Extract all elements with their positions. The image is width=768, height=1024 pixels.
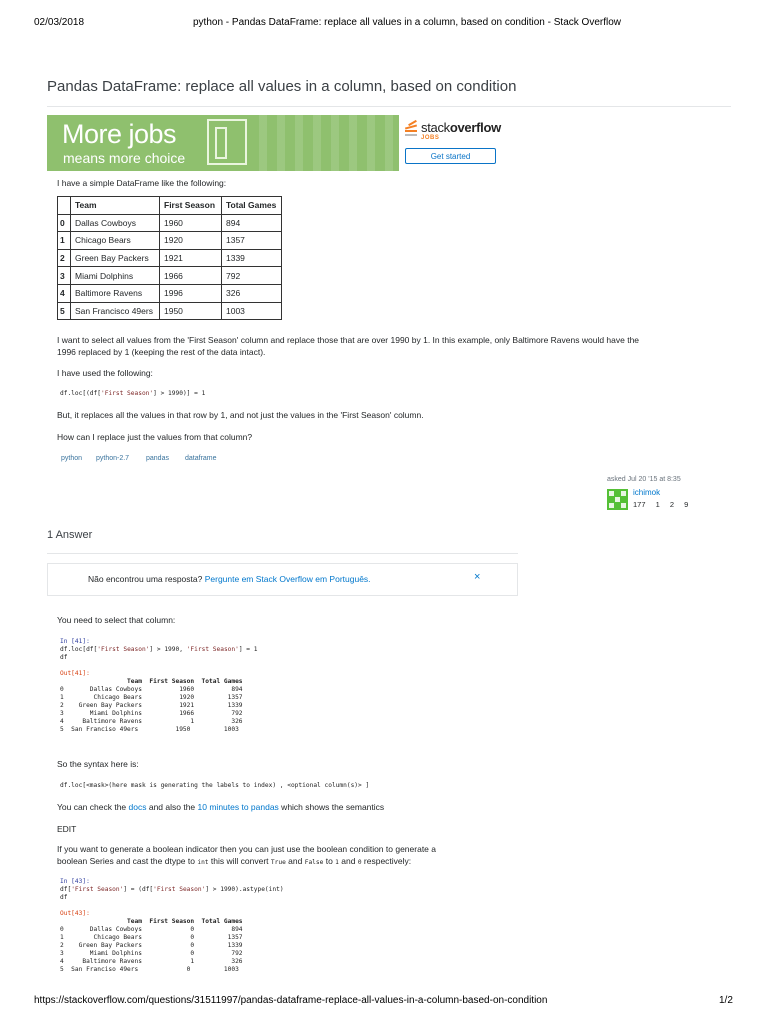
ten-minutes-link[interactable]: 10 minutes to pandas [197, 802, 279, 812]
bronze-badge-count: 9 [684, 500, 689, 509]
tag-python-2-7[interactable]: python-2.7 [96, 455, 130, 462]
user-name-link[interactable]: ichimok [633, 488, 661, 497]
table-row [58, 284, 282, 302]
question-title[interactable]: Pandas DataFrame: replace all values in a column, based on condition [47, 78, 517, 95]
table-cell: 894 [222, 214, 282, 232]
table-row [58, 302, 282, 320]
table-cell: Green Bay Packers [71, 249, 160, 267]
gold-badge-count: 1 [655, 500, 660, 509]
language-notice [47, 563, 518, 596]
answer-edit-line: If you want to generate a boolean indicator then you can just use the boolean condition to generate a [57, 844, 436, 854]
table-cell: 1003 [222, 302, 282, 320]
table-header-cell [58, 197, 71, 215]
table-cell: 1339 [222, 249, 282, 267]
ad-logo-panel [399, 115, 518, 171]
title-divider [47, 106, 731, 107]
answer-code-block-2: In [43]: df['First Season'] = (df['First Season'] > 1990).astype(int) df Out[43]: Team First Season Total Games 0 Dallas Cowboys 0 894 1 Chicago Bears 0 1357 2 Green Bay Packers 0 1339 3 Miami Dolphins 0 792 4 Baltimore Ravens 1 326 5 San Franciso 49ers 0 1003 [60, 878, 284, 973]
table-header-row [58, 197, 282, 215]
table-cell: 0 [58, 214, 71, 232]
answer-intro: You need to select that column: [57, 615, 176, 625]
table-cell: San Francisco 49ers [71, 302, 160, 320]
table-cell: 1921 [160, 249, 222, 267]
answers-count-heading: 1 Answer [47, 529, 93, 541]
table-cell: 5 [58, 302, 71, 320]
ad-pattern [259, 115, 399, 171]
table-header-cell: Team [71, 197, 160, 215]
tag-dataframe[interactable]: dataframe [185, 455, 217, 462]
print-doc-title: python - Pandas DataFrame: replace all values in a column, based on condition - Stack Overflow [193, 17, 621, 28]
table-row [58, 249, 282, 267]
user-avatar[interactable] [607, 489, 628, 510]
question-dataframe-table [57, 196, 282, 320]
table-cell: 792 [222, 267, 282, 285]
table-cell: 1960 [160, 214, 222, 232]
table-cell: 1 [58, 232, 71, 250]
print-page-number: 1/2 [719, 995, 733, 1006]
answer-syntax-code: df.loc[<mask>(here mask is generating the labels to index) , <optional column(s)> ] [60, 782, 370, 789]
table-cell: 1357 [222, 232, 282, 250]
question-code: df.loc[(df['First Season'] > 1990)] = 1 [60, 390, 206, 397]
tag-pandas[interactable]: pandas [146, 455, 169, 462]
table-cell: 1920 [160, 232, 222, 250]
reputation-score: 177 [633, 500, 646, 509]
asked-timestamp: asked Jul 20 '15 at 8:35 [607, 476, 681, 483]
notice-link[interactable]: Pergunte em Stack Overflow em Português. [204, 574, 371, 584]
table-cell: Chicago Bears [71, 232, 160, 250]
table-header-cell: First Season [160, 197, 222, 215]
table-cell: 1996 [160, 284, 222, 302]
question-intro: I have a simple DataFrame like the following: [57, 178, 227, 188]
table-cell: 3 [58, 267, 71, 285]
table-cell: 1966 [160, 267, 222, 285]
user-reputation [633, 500, 688, 509]
notice-text: Não encontrou uma resposta? Pergunte em Stack Overflow em Português. [88, 574, 371, 584]
answer-code-block-1: In [41]: df.loc[df['First Season'] > 1990, 'First Season'] = 1 df Out[41]: Team First Season Total Games 0 Dallas Cowboys 1960 894 1 Chicago Bears 1920 1357 2 Green Bay Packers 1921 1339 3 Miami Dolphins 1966 792 4 Baltimore Ravens 1 326 5 San Franciso 49ers 1950 1003 [60, 638, 258, 733]
docs-link[interactable]: docs [128, 802, 147, 812]
question-paragraph: But, it replaces all the values in that row by 1, and not just the values in the 'First Season' column. [57, 410, 424, 420]
table-cell: 1950 [160, 302, 222, 320]
table-cell: Dallas Cowboys [71, 214, 160, 232]
answer-docs-paragraph: You can check the docs and also the 10 minutes to pandas which shows the semantics [57, 802, 385, 812]
question-paragraph-line: I want to select all values from the 'First Season' column and replace those that are over 1990 by 1. In this example, only Baltimore Ravens would have the [57, 335, 640, 345]
print-url: https://stackoverflow.com/questions/31511997/pandas-dataframe-replace-all-values-in-a-column-based-on-condition [34, 995, 548, 1006]
table-cell: 326 [222, 284, 282, 302]
answer-syntax-intro: So the syntax here is: [57, 759, 139, 769]
question-paragraph-line: 1996 replaced by 1 (keeping the rest of the data intact). [57, 347, 266, 357]
table-row [58, 267, 282, 285]
print-date: 02/03/2018 [34, 17, 85, 28]
question-paragraph: How can I replace just the values from that column? [57, 432, 253, 442]
get-started-button[interactable]: Get started [405, 148, 496, 164]
table-row [58, 214, 282, 232]
stackoverflow-logo-icon [405, 122, 417, 136]
door-icon [207, 119, 247, 165]
jobs-label: JOBS [421, 135, 440, 141]
answers-divider [47, 553, 518, 554]
ad-subline: means more choice [63, 150, 186, 166]
table-cell: 4 [58, 284, 71, 302]
table-cell: Miami Dolphins [71, 267, 160, 285]
answer-edit-label: EDIT [57, 824, 77, 834]
jobs-ad-banner[interactable] [47, 115, 518, 171]
question-paragraph: I have used the following: [57, 368, 153, 378]
answer-edit-line: boolean Series and cast the dtype to int this will convert True and False to 1 and 0 respectively: [57, 856, 412, 866]
ad-headline: More jobs [62, 119, 177, 149]
table-header-cell: Total Games [222, 197, 282, 215]
table-row [58, 232, 282, 250]
tag-python[interactable]: python [61, 455, 83, 462]
table-cell: 2 [58, 249, 71, 267]
stackoverflow-logo-text: stackoverflow [421, 120, 501, 135]
table-cell: Baltimore Ravens [71, 284, 160, 302]
silver-badge-count: 2 [669, 500, 675, 509]
close-icon[interactable]: × [474, 571, 481, 583]
